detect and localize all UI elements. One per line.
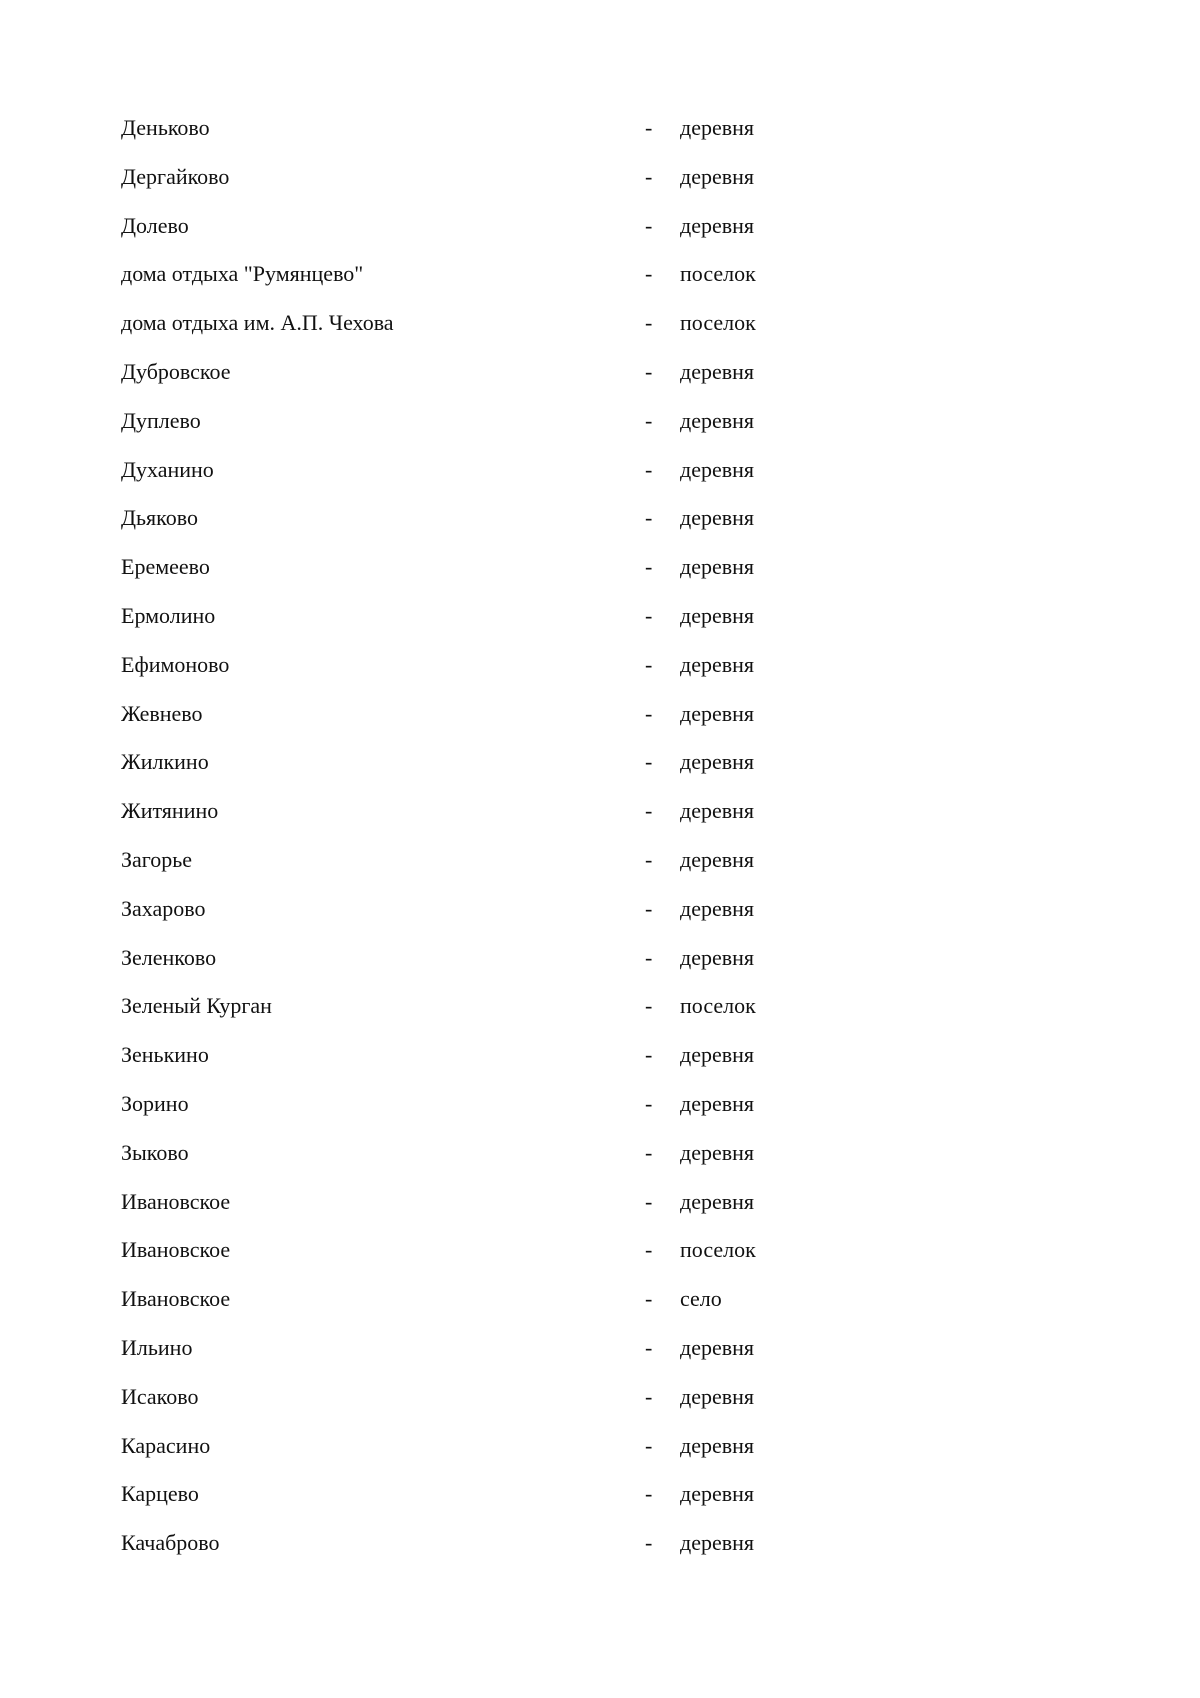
settlement-type: деревня: [680, 700, 755, 726]
settlement-name: Зеленково: [121, 944, 217, 970]
settlement-name: Зорино: [121, 1090, 189, 1116]
list-item: [121, 592, 881, 641]
separator-dash: -: [645, 993, 653, 1019]
settlement-type: деревня: [680, 407, 755, 433]
list-item: [121, 1519, 881, 1568]
separator-dash: -: [645, 749, 653, 775]
separator-dash: -: [645, 651, 653, 677]
list-item: [121, 934, 881, 983]
separator-dash: -: [645, 261, 653, 287]
settlement-type: поселок: [680, 310, 756, 336]
separator-dash: -: [645, 407, 653, 433]
settlement-name: дома отдыха "Румянцево": [121, 261, 364, 287]
separator-dash: -: [645, 358, 653, 384]
settlement-type: деревня: [680, 1383, 755, 1409]
settlement-type: деревня: [680, 505, 755, 531]
settlement-type: деревня: [680, 1139, 755, 1165]
separator-dash: -: [645, 1432, 653, 1458]
settlement-name: Исаково: [121, 1383, 199, 1409]
separator-dash: -: [645, 846, 653, 872]
separator-dash: -: [645, 798, 653, 824]
list-item: [121, 1373, 881, 1422]
settlement-type: деревня: [680, 602, 755, 628]
separator-dash: -: [645, 1383, 653, 1409]
list-item: [121, 153, 881, 202]
separator-dash: -: [645, 1188, 653, 1214]
list-item: [121, 1422, 881, 1471]
list-item: [121, 299, 881, 348]
separator-dash: -: [645, 163, 653, 189]
list-item: [121, 494, 881, 543]
settlement-name: Дергайково: [121, 163, 230, 189]
settlement-type: деревня: [680, 163, 755, 189]
settlement-type: деревня: [680, 749, 755, 775]
list-item: [121, 641, 881, 690]
list-item: [121, 348, 881, 397]
settlement-type: деревня: [680, 554, 755, 580]
settlement-type: деревня: [680, 895, 755, 921]
list-item: [121, 1226, 881, 1275]
settlement-name: Карцево: [121, 1481, 199, 1507]
settlement-type: деревня: [680, 944, 755, 970]
list-item: [121, 1470, 881, 1519]
list-item: [121, 690, 881, 739]
settlement-name: Качаброво: [121, 1530, 220, 1556]
settlement-type: деревня: [680, 1432, 755, 1458]
separator-dash: -: [645, 1530, 653, 1556]
list-item: [121, 104, 881, 153]
settlement-name: Ермолино: [121, 602, 216, 628]
list-item: [121, 202, 881, 251]
settlement-name: Ефимоново: [121, 651, 230, 677]
settlement-type: деревня: [680, 1042, 755, 1068]
separator-dash: -: [645, 505, 653, 531]
settlement-name: Житянино: [121, 798, 219, 824]
separator-dash: -: [645, 1286, 653, 1312]
separator-dash: -: [645, 1139, 653, 1165]
settlement-type: поселок: [680, 993, 756, 1019]
separator-dash: -: [645, 1334, 653, 1360]
settlement-name: Долево: [121, 212, 189, 238]
list-item: [121, 1129, 881, 1178]
list-item: [121, 982, 881, 1031]
list-item: [121, 1275, 881, 1324]
settlement-name: Жевнево: [121, 700, 203, 726]
list-item: [121, 1080, 881, 1129]
settlement-name: Ивановское: [121, 1188, 231, 1214]
separator-dash: -: [645, 602, 653, 628]
settlement-name: Еремеево: [121, 554, 210, 580]
settlement-type: деревня: [680, 456, 755, 482]
settlement-name: Дуплево: [121, 407, 201, 433]
separator-dash: -: [645, 944, 653, 970]
separator-dash: -: [645, 895, 653, 921]
list-item: [121, 543, 881, 592]
list-item: [121, 250, 881, 299]
settlement-name: Духанино: [121, 456, 214, 482]
settlement-type: деревня: [680, 115, 755, 140]
settlement-name: Зенькино: [121, 1042, 209, 1068]
settlement-type: деревня: [680, 798, 755, 824]
settlement-type: деревня: [680, 1090, 755, 1116]
settlement-type: село: [680, 1286, 722, 1312]
list-item: [121, 1324, 881, 1373]
settlement-type: деревня: [680, 846, 755, 872]
separator-dash: -: [645, 1090, 653, 1116]
settlement-name: Захарово: [121, 895, 206, 921]
settlement-name: Ивановское: [121, 1286, 231, 1312]
settlement-type: деревня: [680, 212, 755, 238]
separator-dash: -: [645, 1481, 653, 1507]
list-item: [121, 1178, 881, 1227]
settlement-name: Зыково: [121, 1139, 189, 1165]
list-item: [121, 397, 881, 446]
separator-dash: -: [645, 700, 653, 726]
settlement-type: деревня: [680, 1530, 755, 1556]
settlement-name: Ивановское: [121, 1237, 231, 1263]
settlement-type: поселок: [680, 261, 756, 287]
separator-dash: -: [645, 1237, 653, 1263]
separator-dash: -: [645, 554, 653, 580]
list-item: [121, 1031, 881, 1080]
settlement-type: деревня: [680, 358, 755, 384]
separator-dash: -: [645, 1042, 653, 1068]
settlement-type: деревня: [680, 1334, 755, 1360]
list-item: [121, 738, 881, 787]
list-item: [121, 787, 881, 836]
list-item: [121, 885, 881, 934]
separator-dash: -: [645, 310, 653, 336]
settlement-name: Карасино: [121, 1432, 211, 1458]
separator-dash: -: [645, 212, 653, 238]
list-item: [121, 836, 881, 885]
settlement-name: Ильино: [121, 1334, 193, 1360]
settlement-list: [121, 104, 881, 1568]
settlement-name: дома отдыха им. А.П. Чехова: [121, 310, 394, 336]
settlement-type: деревня: [680, 1188, 755, 1214]
separator-dash: -: [645, 115, 653, 140]
settlement-type: поселок: [680, 1237, 756, 1263]
settlement-type: деревня: [680, 1481, 755, 1507]
settlement-name: Деньково: [121, 115, 210, 140]
settlement-name: Дубровское: [121, 358, 231, 384]
settlement-type: деревня: [680, 651, 755, 677]
settlement-name: Загорье: [121, 846, 193, 872]
settlement-name: Жилкино: [121, 749, 209, 775]
list-item: [121, 446, 881, 495]
settlement-name: Зеленый Курган: [121, 993, 272, 1019]
separator-dash: -: [645, 456, 653, 482]
settlement-name: Дьяково: [121, 505, 198, 531]
